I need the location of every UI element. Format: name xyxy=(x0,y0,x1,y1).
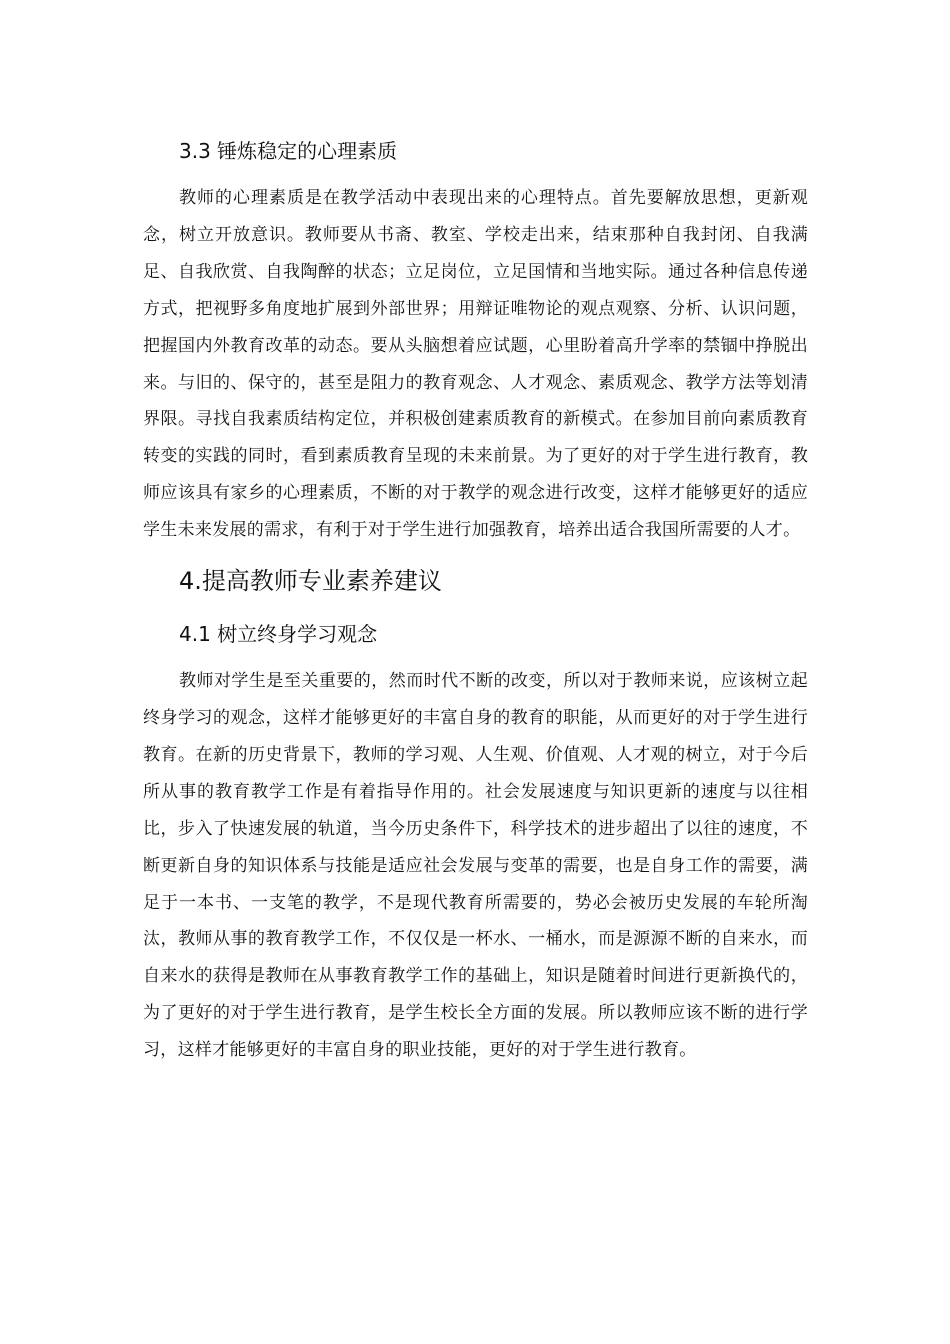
document-body xyxy=(143,132,808,1069)
spacer xyxy=(143,549,808,557)
section-paragraph-3-3: 教师的心理素质是在教学活动中表现出来的心理特点。首先要解放思想，更新观念，树立开放意识。教师要从书斋、教室、学校走出来，结束那种自我封闭、自我满足、自我欣赏、自我陶醉的状态；立足岗位，立足国情和当地实际。通过各种信息传递方式，把视野多角度地扩展到外部世界；用辩证唯物论的观点观察、分析、认识问题，把握国内外教育改革的动态。要从头脑想着应试题，心里盼着高升学率的禁锢中挣脱出来。与旧的、保守的，甚至是阻力的教育观念、人才观念、素质观念、教学方法等划清界限。寻找自我素质结构定位，并积极创建素质教育的新模式。在参加目前向素质教育转变的实践的同时，看到素质教育呈现的未来前景。为了更好的对于学生进行教育，教师应该具有家乡的心理素质，不断的对于教学的观念进行改变，这样才能够更好的适应学生未来发展的需求，有利于对于学生进行加强教育，培养出适合我国所需要的人才。 xyxy=(143,188,808,541)
section-heading-4-1: 4.1 树立终身学习观念 xyxy=(179,622,378,647)
section-heading-3-3: 3.3 锤炼稳定的心理素质 xyxy=(179,139,398,163)
chapter-heading-4: 4.提高教师专业素养建议 xyxy=(179,567,442,596)
section-paragraph-4-1: 教师对学生是至关重要的，然而时代不断的改变，所以对于教师来说，应该树立起终身学习的观念，这样才能够更好的丰富自身的教育的职能，从而更好的对于学生进行教育。在新的历史背景下，教师的学习观、人生观、价值观、人才观的树立，对于今后所从事的教育教学工作是有着指导作用的。社会发展速度与知识更新的速度与以往相比，步入了快速发展的轨道，当今历史条件下，科学技术的进步超出了以往的速度，不断更新自身的知识体系与技能是适应社会发展与变革的需要，也是自身工作的需要，满足于一本书、一支笔的教学，不是现代教育所需要的，势必会被历史发展的车轮所淘汰，教师从事的教育教学工作，不仅仅是一杯水、一桶水，而是源源不断的自来水，而自来水的获得是教师在从事教育教学工作的基础上，知识是随着时间进行更新换代的，为了更好的对于学生进行教育，是学生校长全方面的发展。所以教师应该不断的进行学习，这样才能够更好的丰富自身的职业技能，更好的对于学生进行教育。 xyxy=(143,671,808,1061)
